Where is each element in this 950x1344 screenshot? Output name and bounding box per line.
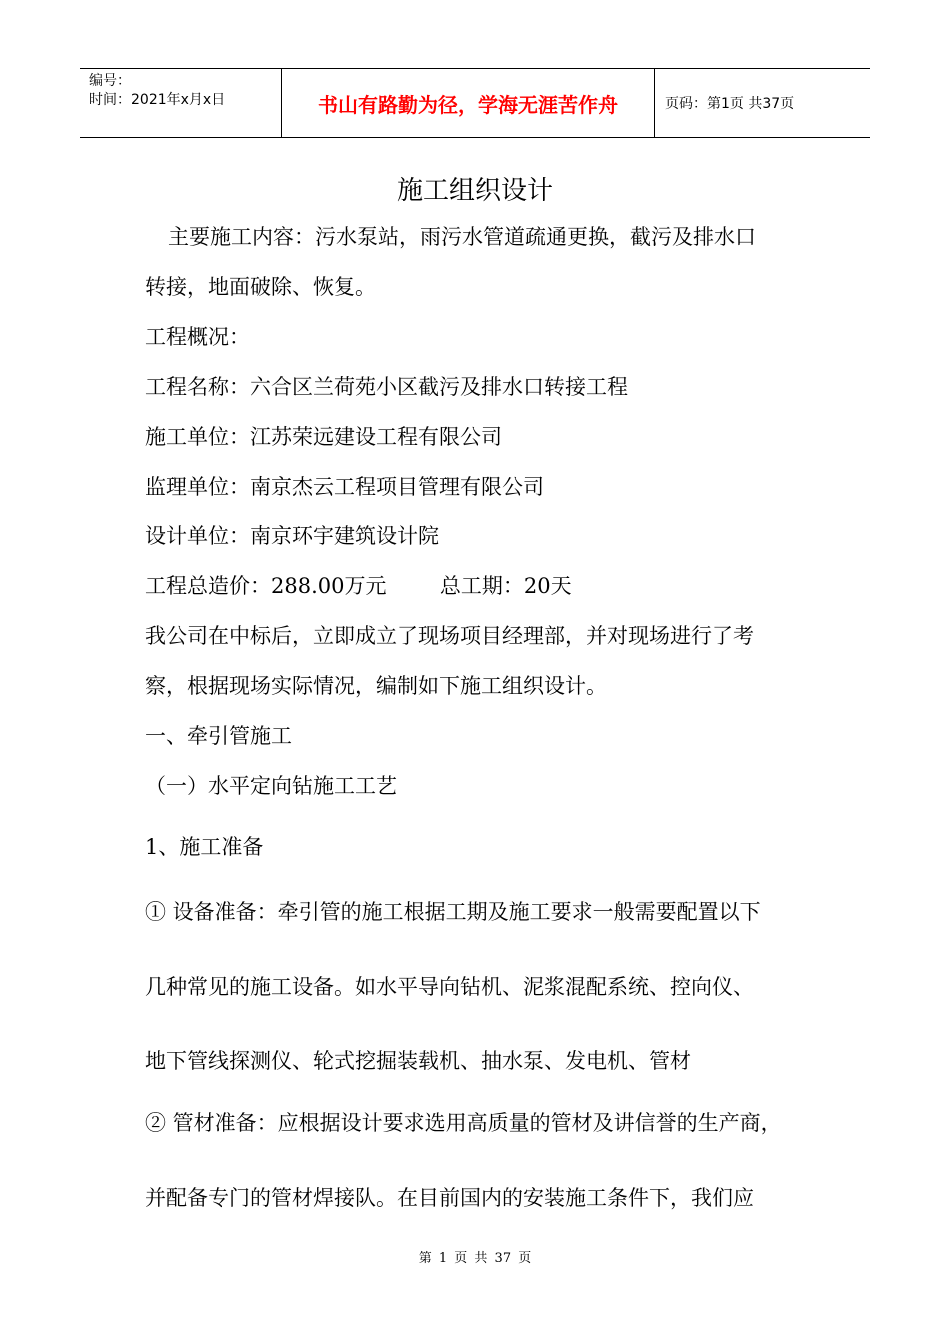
header-page-info: 页码：第1页 共37页 [665,96,795,112]
body-line: 转接，地面破除、恢复。 [145,275,376,299]
body-line: 设计单位：南京环宇建筑设计院 [145,524,439,548]
motto: 书山有路勤为径，学海无涯苦作舟 [282,69,655,137]
doc-number-label: 编号： [89,73,131,89]
document-header [80,68,870,138]
item-heading: 1、施工准备 [145,835,264,859]
body-line: 我公司在中标后，立即成立了现场项目经理部，并对现场进行了考 [145,624,754,648]
body-line: 工程总造价：288.00万元 总工期：20天 [145,574,572,598]
body-line: 监理单位：南京杰云工程项目管理有限公司 [145,475,544,499]
date-label: 时间：2021年x月x日 [89,92,226,108]
header-meta [80,69,282,137]
document-title: 施工组织设计 [396,176,553,206]
body-line: 主要施工内容：污水泵站，雨污水管道疏通更换，截污及排水口 [168,225,756,249]
subsection-heading: （一）水平定向钻施工工艺 [145,774,397,798]
body-line: 几种常见的施工设备。如水平导向钻机、泥浆混配系统、控向仪、 [145,975,754,999]
body-line: 地下管线探测仪、轮式挖掘装载机、抽水泵、发电机、管材 [145,1049,691,1073]
body-line: ① 设备准备：牵引管的施工根据工期及施工要求一般需要配置以下 [145,900,761,924]
page-footer: 第 1 页 共 37 页 [418,1251,532,1266]
body-line: 工程概况： [145,325,250,349]
body-line: ② 管材准备：应根据设计要求选用高质量的管材及讲信誉的生产商， [145,1111,782,1135]
body-line: 并配备专门的管材焊接队。在目前国内的安装施工条件下，我们应 [145,1186,754,1210]
body-line: 工程名称：六合区兰荷苑小区截污及排水口转接工程 [145,375,628,399]
body-line: 施工单位：江苏荣远建设工程有限公司 [145,425,502,449]
section-heading: 一、牵引管施工 [145,724,292,748]
body-line: 察，根据现场实际情况，编制如下施工组织设计。 [145,674,607,698]
